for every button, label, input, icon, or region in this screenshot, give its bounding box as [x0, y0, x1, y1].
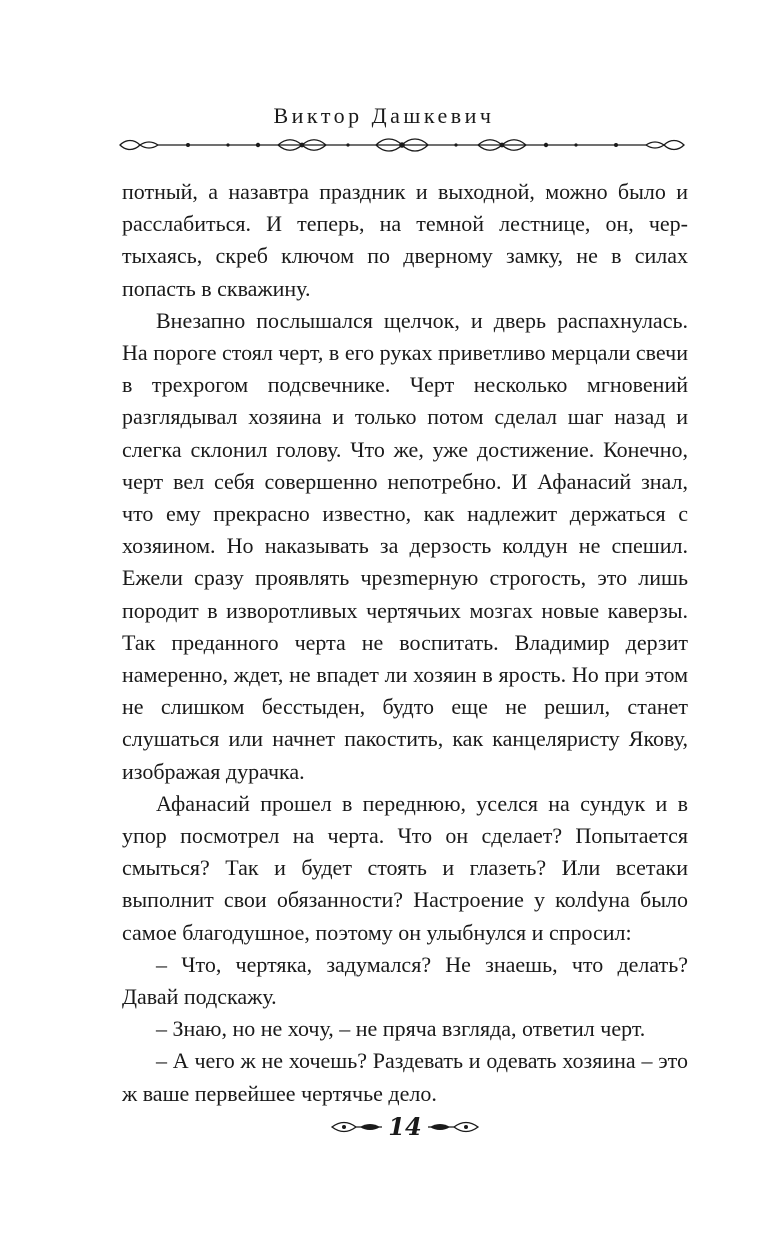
running-head-title: Виктор Дашкевич — [273, 103, 495, 128]
flourish-divider-icon — [118, 134, 686, 156]
dialogue-line: – Что, чертяка, задумался? Не знаешь, что делать? Давай подскажу. — [122, 951, 688, 1010]
flourish-left-icon — [330, 1120, 386, 1134]
flourish-right-icon — [424, 1120, 480, 1134]
paragraph: Афанасий прошел в переднюю, уселся на сундук и в упор посмотрел на черта. Что он сделает? Попытается смыться? Так и будет стоять и глазеть? Или всетаки выполнит свои обязанности? Настроение у колdуна было самое благодушное, поэтому он улыбнулся и спросил: — [122, 790, 688, 945]
dialogue-line: – Знаю, но не хочу, – не пряча взгляда, ответил черт. — [156, 1016, 646, 1042]
body-text — [122, 176, 688, 1110]
paragraph: Внезапно послышался щелчок, и дверь распахнулась. На пороге стоял черт, в его руках приветливо мерцали свечи в трехрогом подсвечнике. Черт несколько мгновений разглядывал хозяина и только потом сделал шаг назад и слегка склонил голову. Что же, уже достижение. Конечно, черт вел себя совершенно непотребно. И Афанасий знал, что ему прекрасно известно, как надлежит держаться с хозяином. Но наказывать за дерзость колдун не спешил. Ежели сразу проявлять чрезmерную строгость, это лишь породит в изворотливых чертячьих мозгах новые каверзы. Так преданного черта не воспитать. Владимир дерзит намеренно, ждет, не впадет ли хозяин в ярость. Но при этом не слишком бесстыден, будто еще не решил, станет слушаться или начнет пакостить, как канцеляристу Якову, изображая дурачка. — [122, 307, 688, 784]
page-footer — [0, 1112, 768, 1142]
page-number: 14 — [388, 1112, 422, 1141]
dialogue-line: – А чего ж не хочешь? Раздевать и одевать хозяина – это ж ваше первейшее чертячье дело. — [122, 1048, 688, 1106]
paragraph: потный, а назавтра праздник и выходной, можно было и расслабиться. И теперь, на темной лестнице, он, чертыхаясь, скреб ключом по дверному замку, не в силах попасть в скважину. — [122, 179, 688, 301]
